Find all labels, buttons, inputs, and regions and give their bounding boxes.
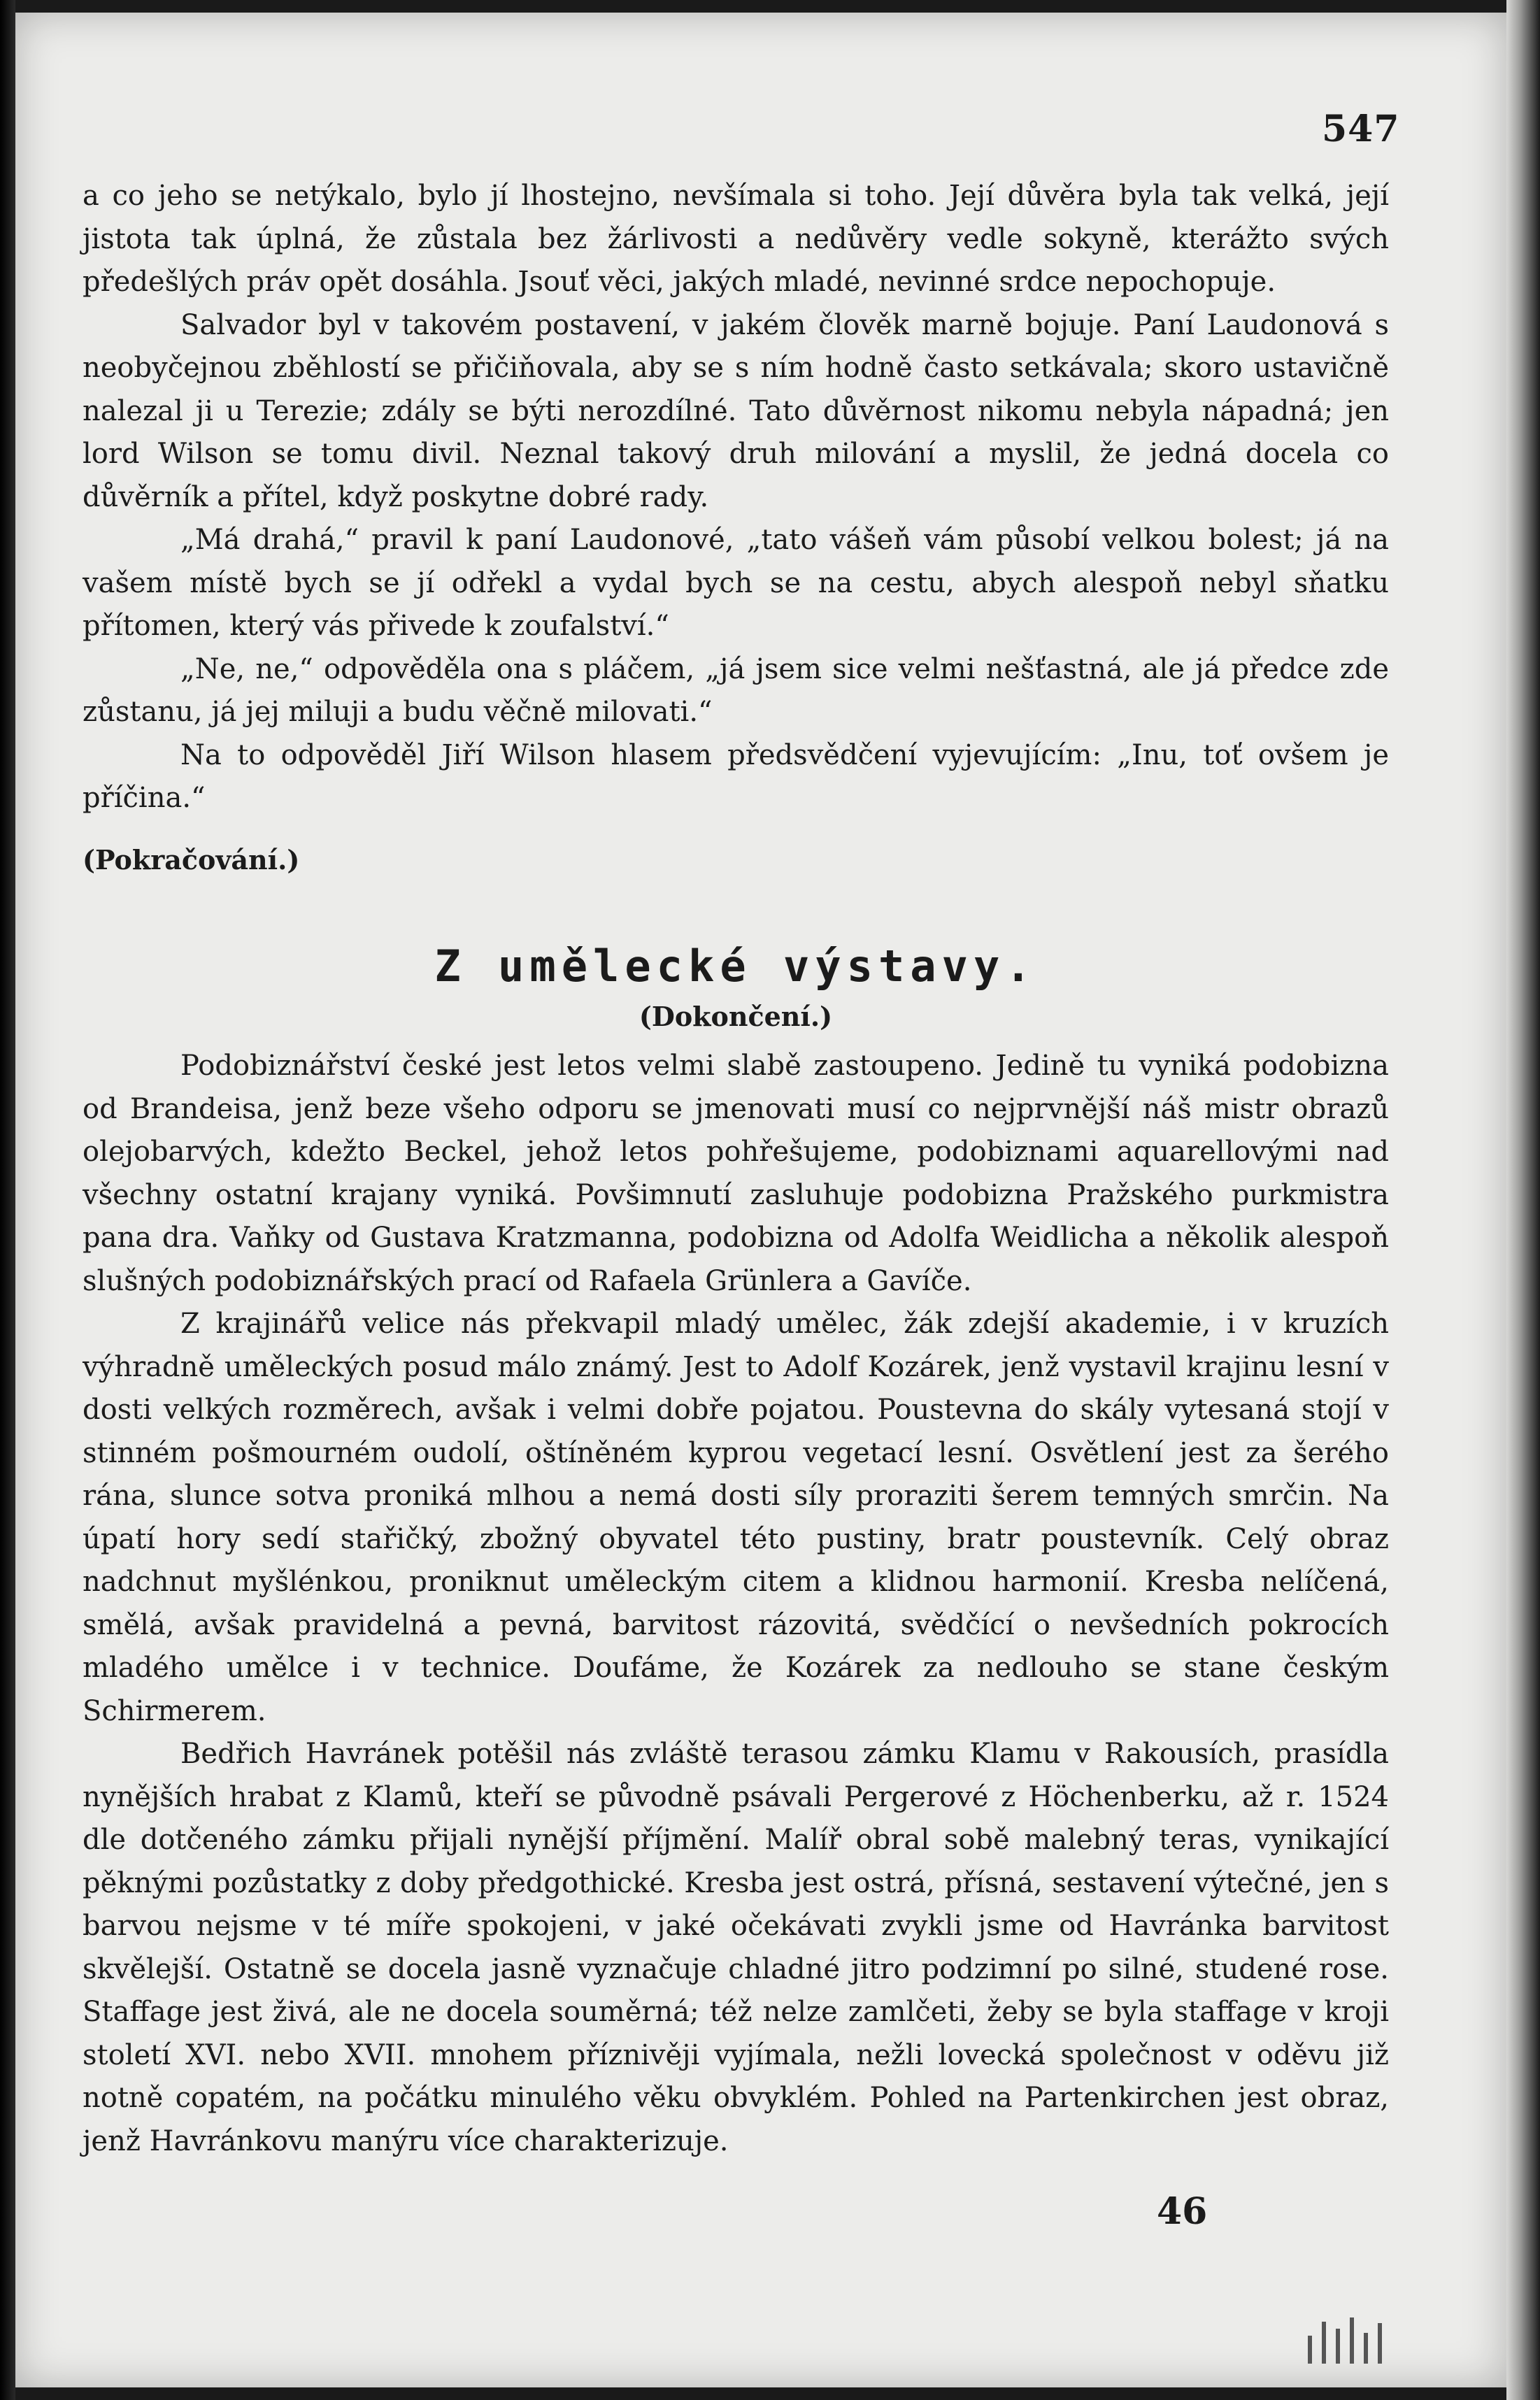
- paragraph: Salvador byl v takovém postavení, v jakém člověk marně bojuje. Paní Laudonová s neobyčejnou zběhlostí se přičiňovala, aby se s ním hodně často setkávala; skoro ustavičně nalezal ji u Terezie; zdály se býti nerozdílné. Tato důvěrnost nikomu nebyla nápadná; jen lord Wilson se tomu divil. Neznal takový druh milování a myslil, že jedná docela co důvěrník a přítel, když poskytne dobré rady.: [83, 308, 1389, 513]
- scan-right-edge: [1506, 0, 1540, 2400]
- scan-left-edge: [0, 0, 15, 2400]
- paragraph: „Ne, ne,“ odpověděla ona s pláčem, „já jsem sice velmi nešťastná, ale já předce zde zůstanu, já jej miluji a budu věčně milovati.“: [83, 652, 1389, 728]
- article-subtitle: (Dokončení.): [639, 1001, 833, 1032]
- paragraph: a co jeho se netýkalo, bylo jí lhostejno, nevšímala si toho. Její důvěra byla tak velká, její jistota tak úplná, že zůstala bez žárlivosti a nedůvěry vedle sokyně, kterážto svých předešlých práv opět dosáhla. Jsouť věci, jakých mladé, nevinné srdce nepochopuje.: [83, 180, 1389, 298]
- article-title: Z umělecké výstavy.: [434, 941, 1037, 992]
- article-paragraph: Bedřich Havránek potěšil nás zvláště terasou zámku Klamu v Rakousích, prasídla nynějších hrabat z Klamů, kteří se původně psávali Pergerové z Höchenberku, až r. 1524 dle dotčeného zámku přijali nynější příjmění. Malíř obral sobě malebný teras, vynikající pěknými pozůstatky z doby předgothické. Kresba jest ostrá, přísná, sestavení výtečné, jen s barvou nejsme v té míře spokojeni, v jaké očekávati zvykli jsme od Havránka barvitost skvělejší. Ostatně se docela jasně vyznačuje chladné jitro podzimní po silné, studené rose. Staffage jest živá, ale ne docela souměrná; též nelze zamlčeti, žeby se byla staffage v kroji století XVI. nebo XVII. mnohem příznivěji vyjímala, nežli lovecká společnost v oděvu již notně copatém, na počátku minulého věku obvyklém. Pohled na Partenkirchen jest obraz, jenž Havránkovu manýru více charakterizuje.: [83, 1738, 1389, 2157]
- page-text: [83, 175, 1389, 2163]
- scan-artifact-marks: [1301, 2315, 1413, 2364]
- paragraph: „Má drahá,“ pravil k paní Laudonové, „tato vášeň vám působí velkou bolest; já na vašem místě bych se jí odřekl a vydal bych se na cestu, abych alespoň nebyl sňatku přítomen, který vás přivede k zoufalství.“: [83, 524, 1389, 642]
- paragraph: Na to odpověděl Jiří Wilson hlasem předsvědčení vyjevujícím: „Inu, toť ovšem je příčina.“: [83, 738, 1389, 814]
- continuation-note: (Pokračování.): [83, 843, 300, 876]
- page-number: 547: [1322, 108, 1400, 150]
- article-paragraph: Podobiznářství české jest letos velmi slabě zastoupeno. Jedině tu vyniká podobizna od Brandeisa, jenž beze všeho odporu se jmenovati musí co nejprvnější náš mistr obrazů olejobarvých, kdežto Beckel, jehož letos pohřešujeme, podobiznami aquarellovými nad všechny ostatní krajany vyniká. Povšimnutí zasluhuje podobizna Pražského purkmistra pana dra. Vaňky od Gustava Kratzmanna, podobizna od Adolfa Weidlicha a několik alespoň slušných podobiznářských prací od Rafaela Grünlera a Gavíče.: [83, 1050, 1389, 1297]
- printer-signature: 46: [1157, 2190, 1208, 2233]
- article-paragraph: Z krajinářů velice nás překvapil mladý umělec, žák zdejší akademie, i v kruzích výhradně uměleckých posud málo známý. Jest to Adolf Kozárek, jenž vystavil krajinu lesní v dosti velkých rozměrech, avšak i velmi dobře pojatou. Poustevna do skály vytesaná stojí v stinném pošmourném oudolí, oštíněném kyprou vegetací lesní. Osvětlení jest za šerého rána, slunce sotva proniká mlhou a nemá dosti síly proraziti šerem temných smrčin. Na úpatí hory sedí stařičký, zbožný obyvatel této pustiny, bratr poustevník. Celý obraz nadchnut myšlénkou, proniknut uměleckým citem a klidnou harmonií. Kresba nelíčená, smělá, avšak pravidelná a pevná, barvitost rázovitá, svědčící o nevšedních pokrocích mladého umělce i v technice. Doufáme, že Kozárek za nedlouho se stane českým Schirmerem.: [83, 1308, 1389, 1727]
